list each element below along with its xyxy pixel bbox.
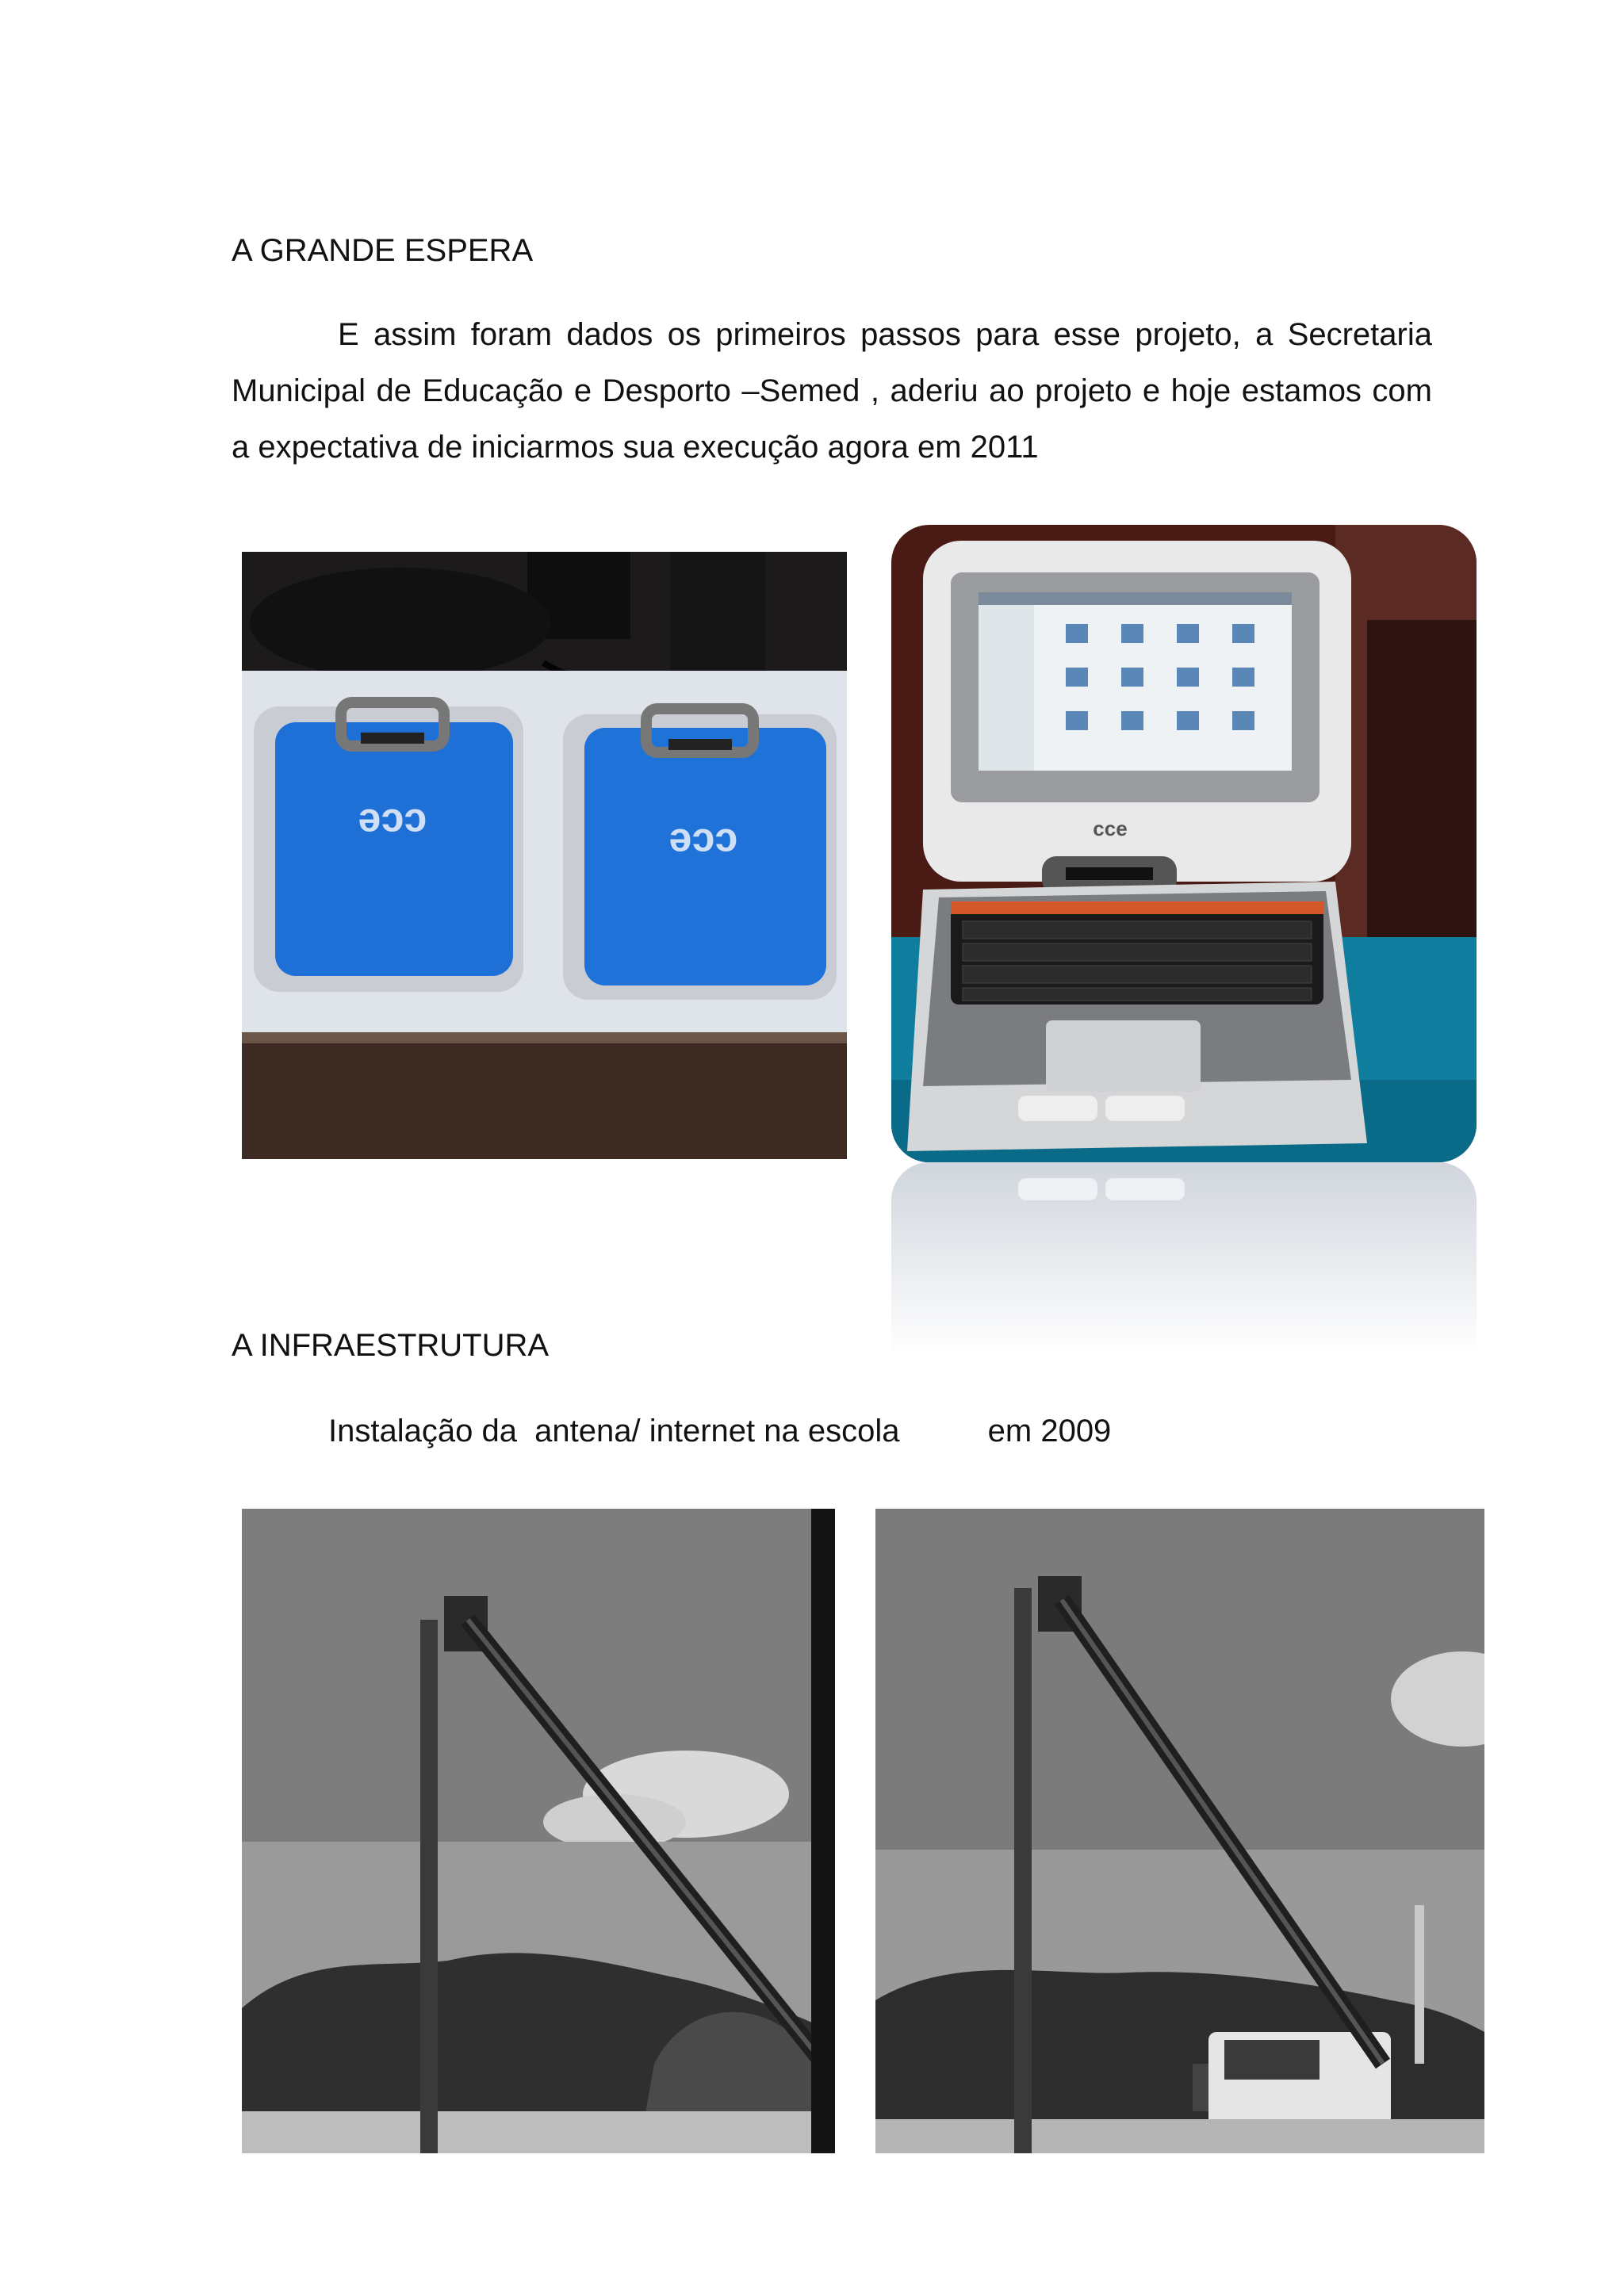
intro-paragraph-text: E assim foram dados os primeiros passos para esse projeto, a Secretaria Municipal de Educação e Desporto –Semed , aderiu ao projeto e hoje estamos com a expectativa de iniciarmos sua execução agora em 2011 [232,317,1432,465]
closed-laptops-image [242,552,847,1159]
reflection-image [891,1162,1477,1353]
antenna-installation-image-2 [875,1509,1484,2153]
section-heading-infraestrutura: A INFRAESTRUTURA [232,1328,550,1363]
photo-open-laptop [891,525,1477,1162]
antenna-caption: Instalação da antena/ internet na escola em 2009 [328,1414,1112,1448]
right-laptop-logo: cce [668,820,738,866]
intro-paragraph [232,307,1432,476]
left-laptop-logo: cce [358,800,427,846]
photo-antenna-installation-1 [242,1509,835,2153]
photo-closed-laptops [242,552,847,1159]
photo-antenna-installation-2 [875,1509,1484,2153]
section-heading-grande-espera: A GRANDE ESPERA [232,233,534,268]
open-laptop-logo: cce [1093,817,1128,840]
open-laptop-reflection [891,1162,1477,1353]
open-laptop-image [891,525,1477,1162]
antenna-installation-image-1 [242,1509,835,2153]
